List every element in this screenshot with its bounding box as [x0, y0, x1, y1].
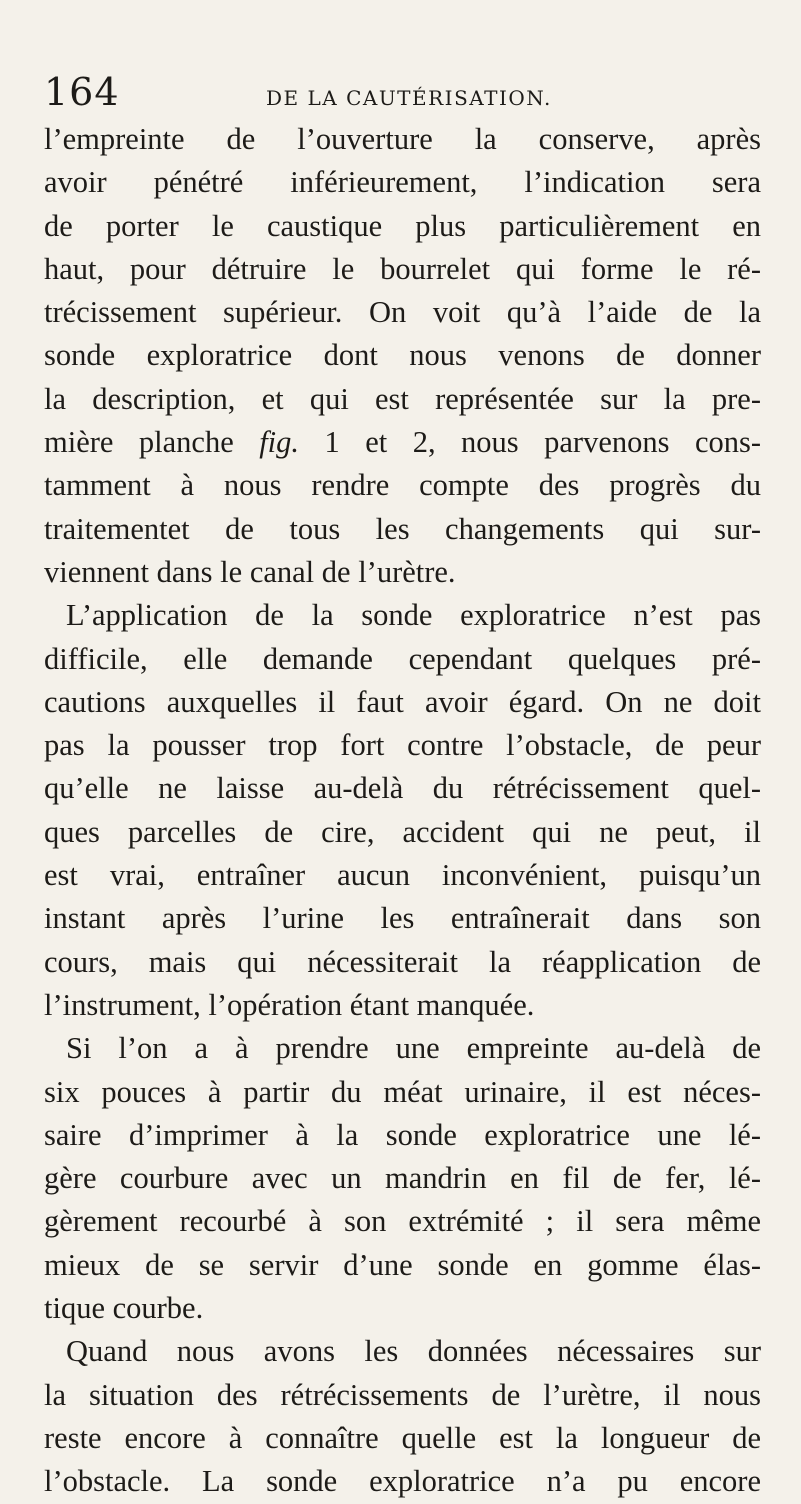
text-line: haut, pour détruire le bourrelet qui forme le ré-: [44, 251, 761, 286]
figure-reference: fig.: [259, 425, 300, 460]
text-line: reste encore à connaître quelle est la longueur de: [44, 1420, 761, 1455]
text-line: gèrement recourbé à son extrémité ; il sera même: [44, 1204, 761, 1239]
text-line: qu’elle ne laisse au-delà du rétrécissement quel-: [44, 771, 761, 806]
text-line: Si l’on a à prendre une empreinte au-delà de: [66, 1031, 761, 1066]
text-line: saire d’imprimer à la sonde exploratrice une lé-: [44, 1117, 761, 1152]
page-number: 164: [44, 70, 120, 114]
body-text: [44, 118, 761, 1504]
text-line: ques parcelles de cire, accident qui ne peut, il: [44, 814, 761, 849]
text-line-segment: 1 et 2, nous parvenons cons-: [299, 425, 762, 460]
text-line: de porter le caustique plus particulièrement en: [44, 208, 761, 243]
text-line: difficile, elle demande cependant quelques pré-: [44, 641, 761, 676]
text-line: l’instrument, l’opération étant manquée.: [44, 987, 535, 1022]
text-line: l’obstacle. La sonde exploratrice n’a pu encore: [44, 1464, 761, 1499]
text-line: la situation des rétrécissements de l’urètre, il nous: [44, 1377, 761, 1412]
text-line-segment: mière planche: [44, 425, 260, 460]
text-line: cautions auxquelles il faut avoir égard. On ne doit: [44, 684, 761, 719]
text-line: instant après l’urine les entraînerait dans son: [44, 901, 761, 936]
text-line: mieux de se servir d’une sonde en gomme élas-: [44, 1247, 761, 1282]
running-head: [44, 62, 761, 114]
running-title: DE LA CAUTÉRISATION.: [266, 86, 552, 110]
text-line: viennent dans le canal de l’urètre.: [44, 554, 456, 589]
text-line: gère courbure avec un mandrin en fil de fer, lé-: [44, 1161, 761, 1196]
text-line: est vrai, entraîner aucun inconvénient, puisqu’un: [44, 858, 761, 893]
text-line: sonde exploratrice dont nous venons de donner: [44, 338, 761, 373]
text-line: l’empreinte de l’ouverture la conserve, après: [44, 122, 761, 156]
text-line: Quand nous avons les données nécessaires sur: [66, 1334, 761, 1369]
text-line: avoir pénétré inférieurement, l’indication sera: [44, 165, 761, 200]
text-line: la description, et qui est représentée sur la pre-: [44, 381, 761, 416]
text-line: tique courbe.: [44, 1291, 204, 1326]
text-line: trécissement supérieur. On voit qu’à l’aide de la: [44, 295, 761, 330]
text-line: pas la pousser trop fort contre l’obstacle, de peur: [44, 728, 761, 763]
text-line: L’application de la sonde exploratrice n’est pas: [66, 598, 761, 633]
text-line: six pouces à partir du méat urinaire, il est néces-: [44, 1074, 761, 1109]
text-line: [44, 421, 761, 464]
text-line: tamment à nous rendre compte des progrès du: [44, 468, 761, 503]
text-line: traitementet de tous les changements qui sur-: [44, 511, 761, 546]
text-line: cours, mais qui nécessiterait la réapplication de: [44, 944, 761, 979]
